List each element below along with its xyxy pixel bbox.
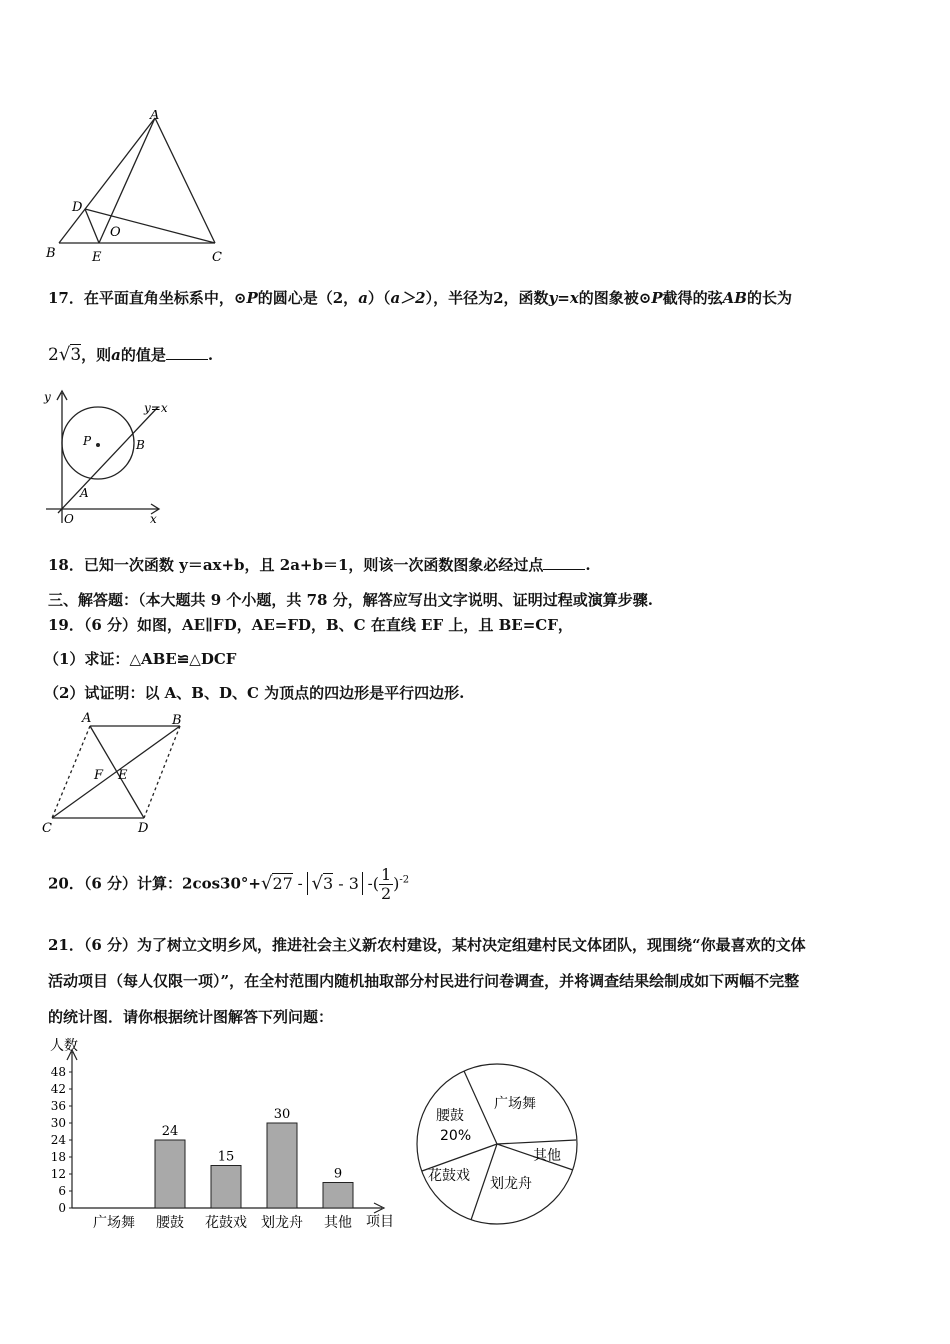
- category-label: 其他: [324, 1215, 352, 1231]
- label-f: F: [94, 768, 104, 783]
- bar-value-label: 15: [217, 1149, 235, 1165]
- label-b: B: [136, 438, 145, 452]
- answer-blank: [543, 557, 585, 570]
- abs-expression: √3 - 3: [307, 872, 362, 895]
- edge-dc: [85, 209, 215, 243]
- answer-blank: [166, 347, 208, 360]
- y-tick-label: 48: [50, 1065, 66, 1079]
- q18: 18．已知一次函数 y＝ax+b，且 2a+b＝1，则该一次函数图象必经过点 .: [48, 556, 591, 574]
- y-tick-label: 42: [50, 1082, 66, 1096]
- fraction: ( $\frac{1}{2}$ ): [372, 865, 400, 903]
- q17-number: 17．: [48, 289, 84, 307]
- q20: 20．（6 分）计算：2cos30°+√27 - √3 - 3 -( $\frac{1}{2}$ )$^{-2}$: [48, 865, 410, 903]
- edge-de: [85, 209, 99, 243]
- pie-label-qita: 其他: [533, 1148, 561, 1164]
- pie-divider-5: [422, 1144, 497, 1171]
- label-p: P: [83, 434, 92, 448]
- pie-label-huaguxi: 花鼓戏: [428, 1168, 470, 1184]
- label-d: D: [138, 821, 149, 836]
- sqrt-expression: 2√3: [48, 344, 82, 365]
- section3-heading: 三、解答题：（本大题共 9 个小题，共 78 分，解答应写出文字说明、证明过程或演算步骤.: [48, 591, 653, 609]
- bar-x-label: 项目: [366, 1214, 394, 1230]
- parallelogram-svg: [40, 708, 190, 836]
- category-label: 腰鼓: [156, 1215, 184, 1231]
- parallelogram-figure: [40, 708, 190, 836]
- y-tick-label: 0: [58, 1201, 66, 1215]
- bar: [267, 1123, 297, 1208]
- q19-main: 19．（6 分）如图，AE∥FD，AE=FD，B、C 在直线 EF 上，且 BE=CF，: [48, 616, 573, 634]
- bar: [211, 1166, 241, 1209]
- sqrt-27: √27: [261, 872, 293, 894]
- label-a: A: [80, 486, 89, 500]
- label-a: A: [82, 711, 92, 726]
- pie-label-hualongzhou: 划龙舟: [490, 1176, 532, 1192]
- y-tick-label: 18: [50, 1150, 66, 1164]
- triangle-figure: [42, 110, 227, 265]
- q21-line3: 的统计图．请你根据统计图解答下列问题：: [48, 1008, 334, 1026]
- y-tick-label: 30: [50, 1116, 66, 1130]
- label-b: B: [46, 246, 56, 261]
- pie-chart-svg: [410, 1060, 585, 1230]
- category-label: 划龙舟: [261, 1215, 303, 1231]
- label-a: A: [150, 110, 160, 123]
- triangle-svg: [42, 110, 227, 265]
- category-label: 广场舞: [93, 1215, 135, 1231]
- q17-line1: 17．在平面直角坐标系中，⊙P的圆心是（2，a）（a＞2），半径为2，函数y=x的图象被⊙P截得的弦AB的长为: [48, 289, 793, 307]
- y-tick-label: 36: [50, 1099, 66, 1113]
- center-p-dot: [96, 443, 100, 447]
- circle-svg: [38, 385, 178, 530]
- q19-part1: （1）求证：△ABE≌△DCF: [44, 650, 237, 668]
- bar-chart-svg: [40, 1030, 410, 1240]
- pie-label-yaogu-percent: 20%: [440, 1128, 472, 1144]
- bar: [323, 1183, 353, 1209]
- label-b: B: [172, 713, 182, 728]
- label-e: E: [118, 768, 128, 783]
- y-tick-label: 12: [50, 1167, 66, 1181]
- bar-value-label: 24: [161, 1124, 179, 1139]
- label-y-eq-x: y=x: [144, 401, 168, 415]
- q17-line2: 2√3，则a的值是 .: [48, 344, 214, 365]
- bar-value-label: 9: [333, 1166, 343, 1182]
- label-y: y: [44, 390, 51, 404]
- label-c: C: [42, 821, 52, 836]
- dashed-bd: [144, 726, 180, 818]
- bar-chart: [40, 1030, 410, 1240]
- y-tick-label: 6: [58, 1184, 66, 1198]
- pie-label-yaogu: 腰鼓: [436, 1108, 464, 1124]
- category-label: 花鼓戏: [205, 1215, 247, 1231]
- pie-divider-2: [497, 1140, 576, 1144]
- label-c: C: [212, 250, 222, 265]
- edge-ac: [155, 118, 215, 243]
- label-e: E: [92, 250, 102, 265]
- circle-figure: [38, 385, 178, 530]
- bar-value-label: 30: [273, 1107, 291, 1122]
- label-x: x: [150, 512, 157, 526]
- label-d: D: [72, 200, 83, 215]
- y-tick-label: 24: [50, 1133, 66, 1147]
- label-o: O: [110, 225, 121, 240]
- line-y-eq-x: [58, 407, 158, 513]
- bar-y-label: 人数: [50, 1038, 78, 1054]
- q21-line2: 活动项目（每人仅限一项）”，在全村范围内随机抽取部分村民进行问卷调查，并将调查结果绘制成如下两幅不完整: [48, 972, 800, 990]
- pie-label-guangchangwu: 广场舞: [494, 1096, 536, 1112]
- label-o: O: [64, 512, 74, 526]
- q21-line1: 21．（6 分）为了树立文明乡风，推进社会主义新农村建设，某村决定组建村民文体团队，现围绕“你最喜欢的文体: [48, 936, 806, 954]
- bar: [155, 1140, 185, 1208]
- pie-chart: [410, 1060, 585, 1230]
- q19-part2: （2）试证明：以 A、B、D、C 为顶点的四边形是平行四边形.: [44, 684, 465, 702]
